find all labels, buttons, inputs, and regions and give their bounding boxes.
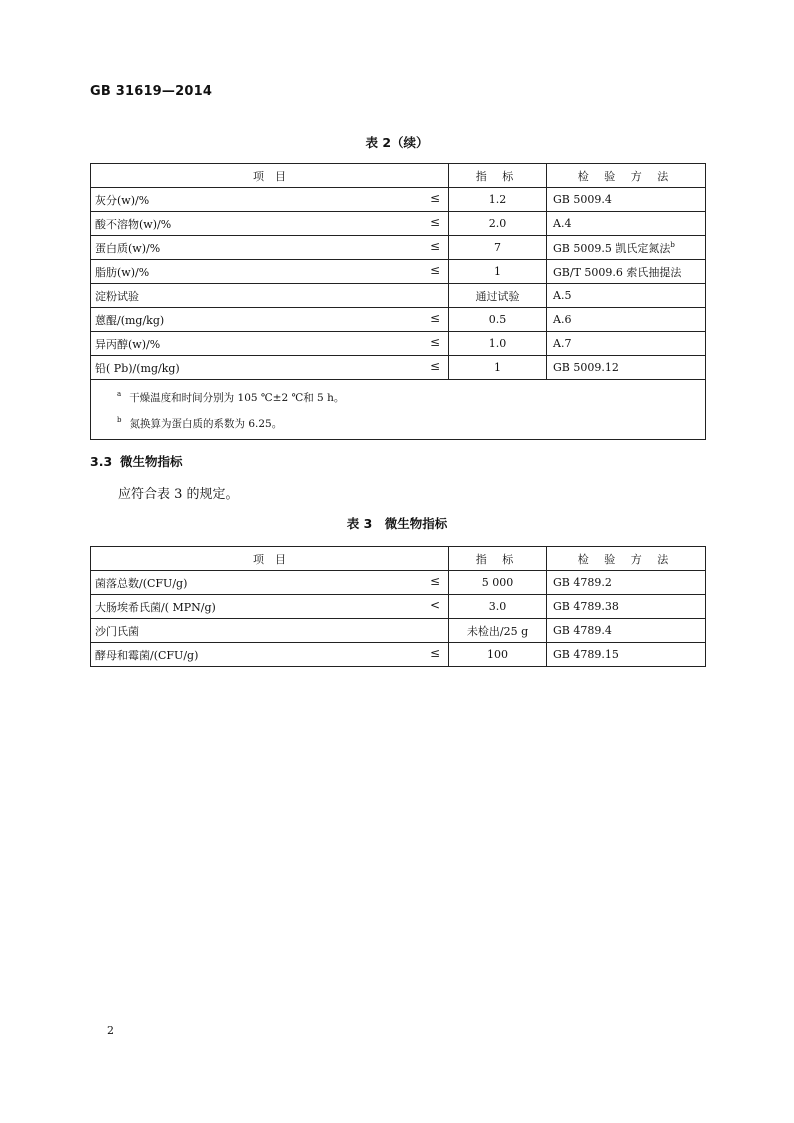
cell-limit: 5 000 bbox=[449, 571, 547, 595]
item-label: 蛋白质(w)/% bbox=[95, 241, 161, 255]
footnote bbox=[117, 409, 705, 435]
footnote-mark: a bbox=[117, 390, 122, 398]
item-label: 淀粉试验 bbox=[95, 289, 139, 303]
cell-method bbox=[547, 188, 706, 212]
method-text: GB 4789.15 bbox=[553, 648, 619, 661]
cell-method bbox=[547, 284, 706, 308]
method-text: GB 4789.2 bbox=[553, 576, 612, 589]
item-label: 菌落总数/(CFU/g) bbox=[95, 576, 188, 590]
comparison-symbol: ≤ bbox=[429, 263, 440, 277]
table3-header-row bbox=[91, 547, 706, 571]
footnote-mark: b bbox=[117, 416, 122, 424]
cell-method bbox=[547, 643, 706, 667]
table-row bbox=[91, 260, 706, 284]
table2-header-row bbox=[91, 164, 706, 188]
method-text: GB 4789.38 bbox=[553, 600, 619, 613]
cell-method bbox=[547, 212, 706, 236]
table-row bbox=[91, 212, 706, 236]
cell-method bbox=[547, 619, 706, 643]
standard-code: GB 31619—2014 bbox=[90, 84, 213, 99]
footnote-text: 氮换算为蛋白质的系数为 6.25。 bbox=[129, 418, 283, 430]
cell-limit: 通过试验 bbox=[449, 284, 547, 308]
table-row bbox=[91, 308, 706, 332]
method-text: A.5 bbox=[553, 289, 572, 302]
table-row bbox=[91, 643, 706, 667]
table-notes-row bbox=[91, 380, 706, 440]
table-row bbox=[91, 284, 706, 308]
cell-limit: 100 bbox=[449, 643, 547, 667]
item-label: 酸不溶物(w)/% bbox=[95, 217, 172, 231]
cell-limit: 0.5 bbox=[449, 308, 547, 332]
cell-item bbox=[91, 332, 449, 356]
item-label: 大肠埃希氏菌/( MPN/g) bbox=[95, 600, 216, 614]
cell-method bbox=[547, 332, 706, 356]
cell-item bbox=[91, 260, 449, 284]
comparison-symbol: ≤ bbox=[429, 311, 440, 325]
method-text: A.6 bbox=[553, 313, 572, 326]
method-text: A.4 bbox=[553, 217, 572, 230]
cell-item bbox=[91, 595, 449, 619]
method-text: GB 4789.4 bbox=[553, 624, 612, 637]
item-label: 灰分(w)/% bbox=[95, 193, 150, 207]
cell-item bbox=[91, 212, 449, 236]
table-notes bbox=[91, 380, 706, 440]
cell-item bbox=[91, 308, 449, 332]
footnote-text: 干燥温度和时间分别为 105 ℃±2 ℃和 5 h。 bbox=[129, 392, 345, 404]
cell-method bbox=[547, 236, 706, 260]
section-heading bbox=[90, 452, 183, 470]
cell-item bbox=[91, 284, 449, 308]
comparison-symbol: ≤ bbox=[429, 359, 440, 373]
column-header-item: 项 目 bbox=[91, 164, 449, 188]
cell-limit: 1 bbox=[449, 260, 547, 284]
cell-item bbox=[91, 236, 449, 260]
table-row bbox=[91, 236, 706, 260]
cell-method bbox=[547, 308, 706, 332]
column-header-method: 检 验 方 法 bbox=[547, 547, 706, 571]
comparison-symbol: ≤ bbox=[429, 574, 440, 588]
table-row bbox=[91, 188, 706, 212]
footnote-ref: b bbox=[670, 240, 675, 249]
table-row bbox=[91, 332, 706, 356]
comparison-symbol: ≤ bbox=[429, 215, 440, 229]
method-text: GB 5009.5 凯氏定氮法 bbox=[553, 241, 671, 255]
item-label: 沙门氏菌 bbox=[95, 624, 139, 638]
cell-method bbox=[547, 260, 706, 284]
cell-method bbox=[547, 356, 706, 380]
cell-limit: 3.0 bbox=[449, 595, 547, 619]
column-header-item: 项 目 bbox=[91, 547, 449, 571]
cell-limit: 2.0 bbox=[449, 212, 547, 236]
table2-caption: 表 2（续） bbox=[365, 135, 429, 150]
cell-method bbox=[547, 595, 706, 619]
footnote bbox=[117, 383, 705, 409]
cell-limit: 未检出/25 g bbox=[449, 619, 547, 643]
comparison-symbol: ≤ bbox=[429, 239, 440, 253]
column-header-limit: 指 标 bbox=[449, 547, 547, 571]
cell-item bbox=[91, 188, 449, 212]
table3-caption: 表 3 微生物指标 bbox=[346, 516, 448, 531]
page-number: 2 bbox=[107, 1024, 114, 1037]
cell-method bbox=[547, 571, 706, 595]
cell-item bbox=[91, 643, 449, 667]
column-header-method: 检 验 方 法 bbox=[547, 164, 706, 188]
cell-item bbox=[91, 356, 449, 380]
comparison-symbol: ≤ bbox=[429, 335, 440, 349]
cell-limit: 1 bbox=[449, 356, 547, 380]
table-row bbox=[91, 619, 706, 643]
cell-limit: 1.0 bbox=[449, 332, 547, 356]
table-row bbox=[91, 595, 706, 619]
item-label: 异丙醇(w)/% bbox=[95, 337, 161, 351]
comparison-symbol: ≤ bbox=[429, 646, 440, 660]
item-label: 铅( Pb)/(mg/kg) bbox=[95, 361, 180, 375]
cell-limit: 1.2 bbox=[449, 188, 547, 212]
table3 bbox=[90, 546, 706, 667]
table-row bbox=[91, 356, 706, 380]
cell-limit: 7 bbox=[449, 236, 547, 260]
comparison-symbol: ≤ bbox=[429, 191, 440, 205]
column-header-limit: 指 标 bbox=[449, 164, 547, 188]
method-text: A.7 bbox=[553, 337, 572, 350]
table2 bbox=[90, 163, 706, 440]
item-label: 脂肪(w)/% bbox=[95, 265, 150, 279]
method-text: GB 5009.12 bbox=[553, 361, 619, 374]
section-paragraph: 应符合表 3 的规定。 bbox=[118, 487, 239, 502]
section-title: 微生物指标 bbox=[120, 454, 183, 469]
table-row bbox=[91, 571, 706, 595]
cell-item bbox=[91, 571, 449, 595]
item-label: 酵母和霉菌/(CFU/g) bbox=[95, 648, 199, 662]
method-text: GB/T 5009.6 索氏抽提法 bbox=[553, 265, 682, 279]
item-label: 蒽醌/(mg/kg) bbox=[95, 313, 165, 327]
cell-item bbox=[91, 619, 449, 643]
comparison-symbol: < bbox=[429, 598, 440, 612]
section-number: 3.3 bbox=[90, 454, 113, 469]
method-text: GB 5009.4 bbox=[553, 193, 612, 206]
